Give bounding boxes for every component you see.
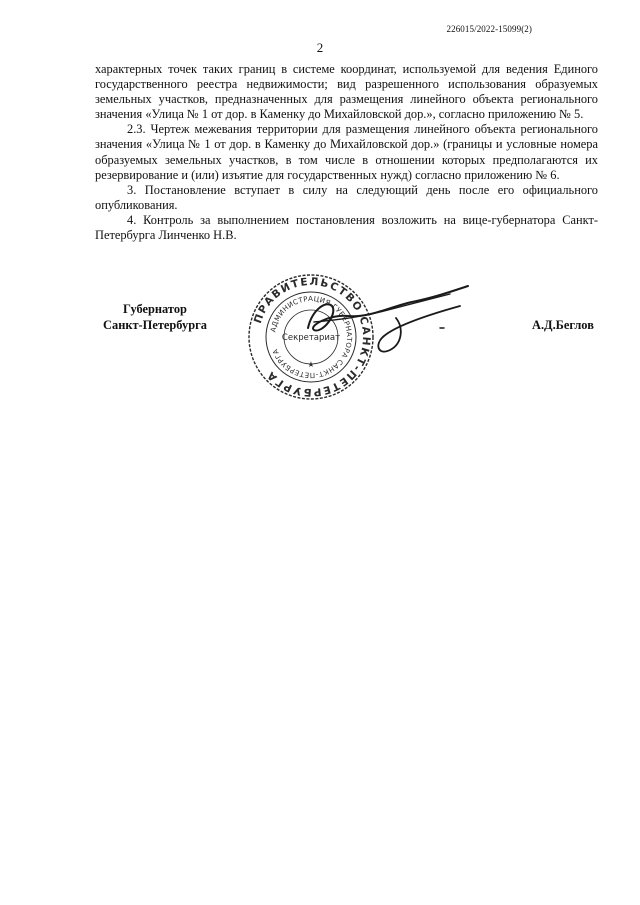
paragraph-continuation: характерных точек таких границ в системе координат, используемой для ведения Единого государственного реестра недвижимости; вид разрешенного использования образуемых земельных участков, предназначенных для размещения линейного объекта регионального значения «Улица № 1 от дор. в Каменку до Михайловской дор.», согласно приложению № 5. (95, 62, 598, 122)
page-number: 2 (316, 40, 324, 55)
signatory-title-line2: Санкт-Петербурга (103, 317, 207, 332)
seal-center-text: Секретариат (281, 333, 341, 343)
seal-inner-text: АДМИНИСТРАЦИЯ ГУБЕРНАТОРА САНКТ-ПЕТЕРБУРГА (269, 294, 354, 380)
signatory-name: А.Д.Беглов (532, 318, 594, 332)
paragraph-4: 4. Контроль за выполнением постановления возложить на вице-губернатора Санкт-Петербурга Линченко Н.В. (95, 212, 598, 243)
paragraph-3: 3. Постановление вступает в силу на следующий день после его официального опубликования. (95, 182, 598, 212)
signatory-title-line1: Губернатор (123, 302, 187, 316)
document-body (95, 62, 598, 243)
paragraph-2-3: 2.3. Чертеж межевания территории для размещения линейного объекта регионального значения «Улица № 1 от дор. в Каменку до Михайловской дор.» (границы и условные номера образуемых земельных участков, в том числе в отношении которых предполагаются их резервирование и (или) изъятие для государственных нужд) согласно приложению № 6. (95, 122, 598, 182)
handwritten-signature (300, 276, 480, 366)
document-id: 226015/2022-15099(2) (446, 24, 532, 34)
seal-outer-text: ПРАВИТЕЛЬСТВО САНКТ-ПЕТЕРБУРГА (251, 275, 373, 399)
seal-star-icon: ★ (307, 360, 315, 369)
signatory-title (95, 302, 215, 333)
